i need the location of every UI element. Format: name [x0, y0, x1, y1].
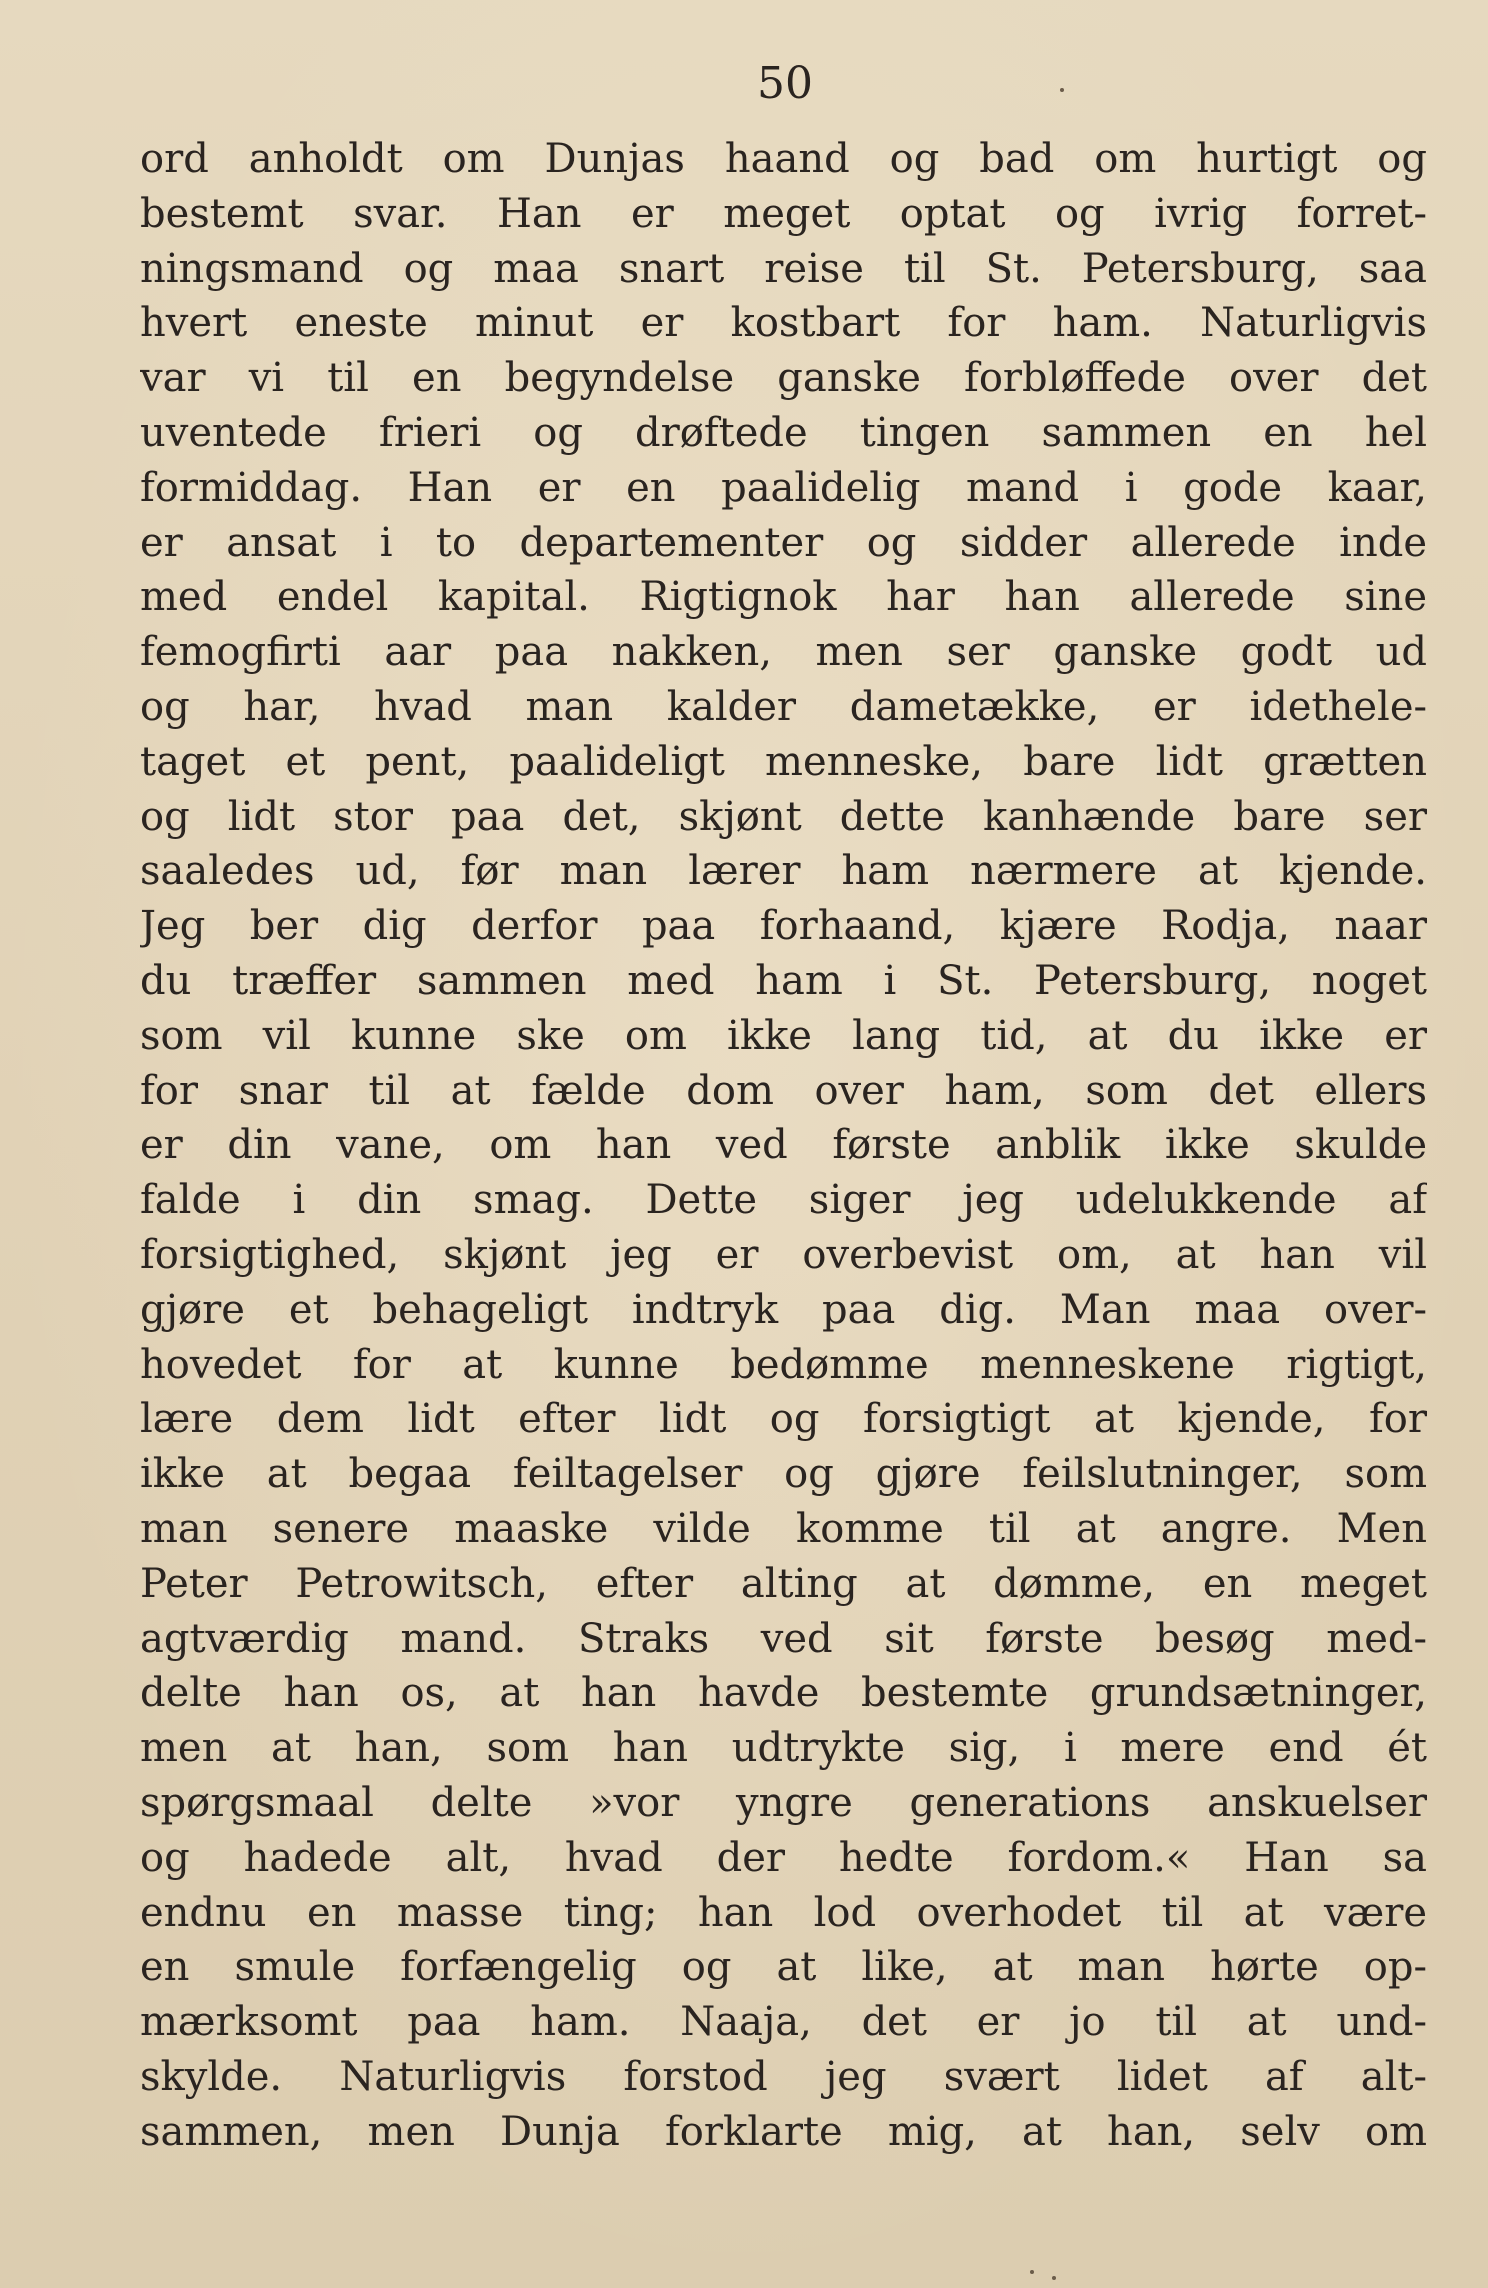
- text-line: forsigtighed, skjønt jeg er overbevist om, at han vil: [140, 1231, 1427, 1278]
- text-line: femogfirti aar paa nakken, men ser ganske godt ud: [140, 629, 1427, 676]
- text-line: endnu en masse ting; han lod overhodet til at være: [140, 1889, 1427, 1936]
- text-line: og hadede alt, hvad der hedte fordom.« Han sa: [140, 1834, 1427, 1881]
- text-line: en smule forfængelig og at like, at man hørte op-: [140, 1944, 1427, 1991]
- page-number: 50: [757, 58, 813, 109]
- text-line: og har, hvad man kalder dametække, er idethele-: [140, 683, 1427, 730]
- text-line: er ansat i to departementer og sidder allerede inde: [140, 519, 1427, 566]
- text-line: lære dem lidt efter lidt og forsigtigt at kjende, for: [140, 1396, 1427, 1443]
- text-line: ord anholdt om Dunjas haand og bad om hurtigt og: [140, 136, 1427, 182]
- text-line: uventede frieri og drøftede tingen sammen en hel: [140, 409, 1427, 456]
- text-line: for snar til at fælde dom over ham, som det ellers: [140, 1067, 1427, 1114]
- paper-speck: [1052, 2276, 1056, 2280]
- text-line: saaledes ud, før man lærer ham nærmere at kjende.: [140, 848, 1427, 895]
- text-line: taget et pent, paalideligt menneske, bare lidt grætten: [140, 738, 1427, 785]
- text-line: ikke at begaa feiltagelser og gjøre feilslutninger, som: [140, 1451, 1427, 1498]
- text-line: agtværdig mand. Straks ved sit første besøg med-: [140, 1615, 1427, 1662]
- body-text: [140, 132, 1427, 2159]
- text-line: formiddag. Han er en paalidelig mand i gode kaar,: [140, 464, 1427, 511]
- text-line: sammen, men Dunja forklarte mig, at han, selv om: [140, 2108, 1427, 2155]
- text-line: ningsmand og maa snart reise til St. Petersburg, saa: [140, 245, 1427, 292]
- paper-speck: [1030, 2270, 1034, 2274]
- text-line: du træffer sammen med ham i St. Petersburg, noget: [140, 957, 1427, 1004]
- text-line: hovedet for at kunne bedømme menneskene rigtigt,: [140, 1341, 1427, 1388]
- text-line: Peter Petrowitsch, efter alting at dømme, en meget: [140, 1560, 1427, 1607]
- text-line: skylde. Naturligvis forstod jeg svært lidet af alt-: [140, 2053, 1427, 2100]
- paper-speck: [1060, 88, 1064, 92]
- text-line: bestemt svar. Han er meget optat og ivrig forret-: [140, 190, 1427, 237]
- text-line: spørgsmaal delte »vor yngre generations anskuelser: [140, 1779, 1427, 1826]
- text-line: men at han, som han udtrykte sig, i mere end ét: [140, 1725, 1427, 1772]
- text-line: man senere maaske vilde komme til at angre. Men: [140, 1505, 1427, 1552]
- text-line: delte han os, at han havde bestemte grundsætninger,: [140, 1670, 1427, 1717]
- text-line: falde i din smag. Dette siger jeg udelukkende af: [140, 1177, 1427, 1224]
- text-line: var vi til en begyndelse ganske forbløffede over det: [140, 355, 1427, 402]
- text-line: hvert eneste minut er kostbart for ham. Naturligvis: [140, 300, 1427, 347]
- text-line: som vil kunne ske om ikke lang tid, at du ikke er: [140, 1012, 1427, 1059]
- text-line: Jeg ber dig derfor paa forhaand, kjære Rodja, naar: [140, 903, 1427, 950]
- text-line: mærksomt paa ham. Naaja, det er jo til at und-: [140, 1999, 1427, 2046]
- text-line: med endel kapital. Rigtignok har han allerede sine: [140, 574, 1427, 621]
- text-line: gjøre et behageligt indtryk paa dig. Man maa over-: [140, 1286, 1427, 1333]
- text-line: er din vane, om han ved første anblik ikke skulde: [140, 1122, 1427, 1169]
- text-line: og lidt stor paa det, skjønt dette kanhænde bare ser: [140, 793, 1427, 840]
